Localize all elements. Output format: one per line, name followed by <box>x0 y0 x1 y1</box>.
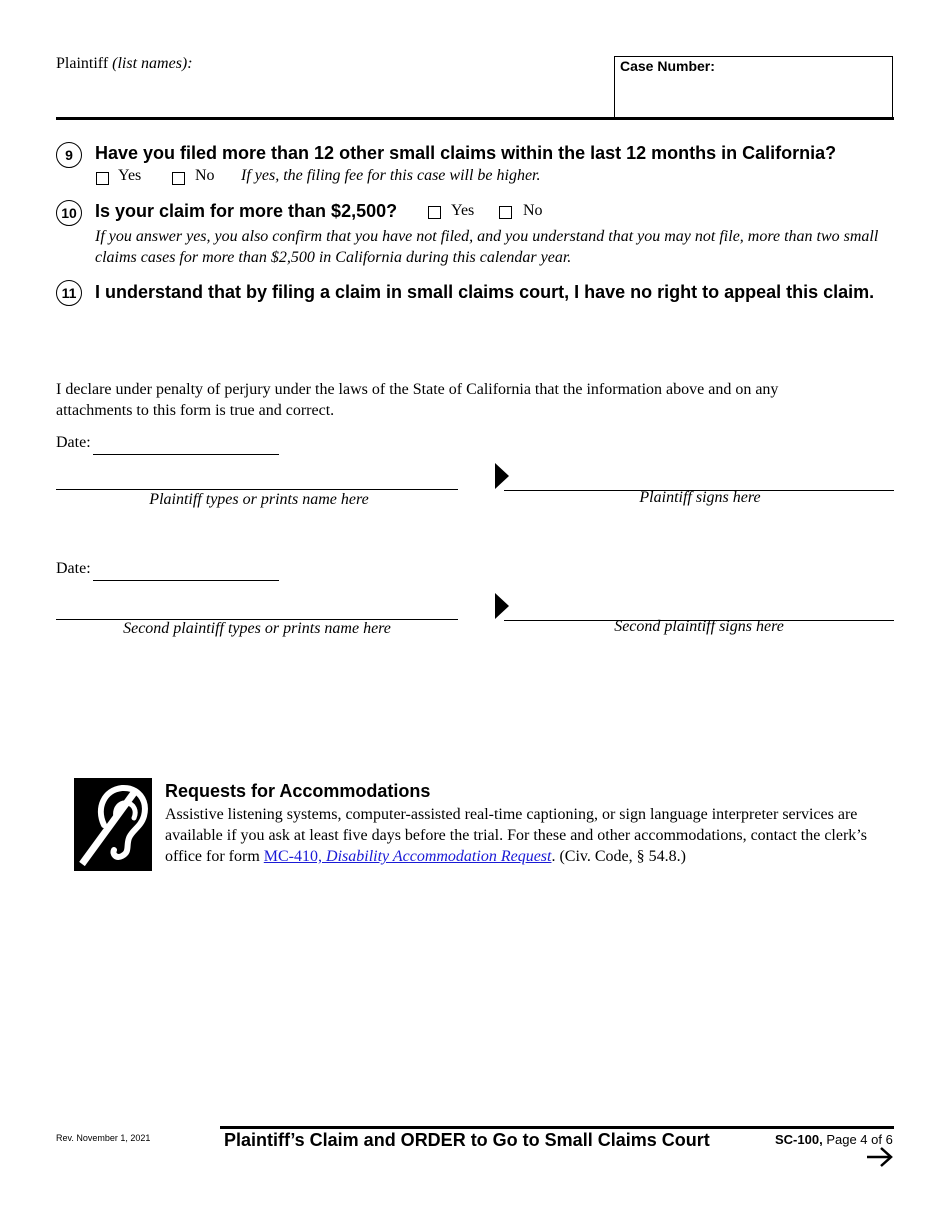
page-indicator: Page 4 of 6 <box>826 1132 893 1147</box>
mc-410-link[interactable] <box>264 848 552 865</box>
plaintiff-signature-caption: Plaintiff signs here <box>639 489 761 506</box>
question-9-note: If yes, the filing fee for this case will be higher. <box>241 167 541 184</box>
date-label-2: Date: <box>56 560 91 577</box>
header-divider <box>56 117 894 120</box>
accommodations-citation: . (Civ. Code, § 54.8.) <box>551 848 686 865</box>
question-9-number: 9 <box>56 142 82 168</box>
plaintiff-label-text: Plaintiff <box>56 55 109 72</box>
form-title: Plaintiff’s Claim and ORDER to Go to Small Claims Court <box>224 1130 710 1150</box>
question-9-no-label: No <box>195 167 215 184</box>
case-number-field[interactable] <box>614 56 893 118</box>
question-10-yes-label: Yes <box>451 202 475 219</box>
date-field-1[interactable] <box>93 454 279 455</box>
arrow-right-icon[interactable] <box>866 1146 894 1173</box>
mc-410-link-code: MC-410, <box>263 848 327 865</box>
second-plaintiff-name-caption: Second plaintiff types or prints name here <box>123 620 391 637</box>
hearing-assistance-icon <box>74 778 152 871</box>
date-field-2[interactable] <box>93 580 279 581</box>
question-9-title: Have you filed more than 12 other small claims within the last 12 months in California? <box>95 143 837 163</box>
question-11-title: I understand that by filing a claim in small claims court, I have no right to appeal this claim. <box>95 282 875 302</box>
accommodations-body <box>165 804 885 867</box>
question-9-yes-label: Yes <box>118 167 142 184</box>
plaintiff-hint: (list names): <box>112 55 193 72</box>
footer-divider <box>220 1126 894 1129</box>
accommodations-text: Assistive listening systems, computer-assisted real-time captioning, or sign language interpreter services are available if you ask at least five days before the trial. For these and other accommodations, contact the clerk’s office for form <box>165 806 867 865</box>
triangle-right-icon <box>495 593 509 619</box>
accommodations-title: Requests for Accommodations <box>165 781 431 801</box>
plaintiff-label <box>56 55 193 73</box>
revision-date: Rev. November 1, 2021 <box>56 1133 151 1143</box>
question-9-no-checkbox[interactable] <box>172 172 185 185</box>
plaintiff-name-field[interactable] <box>56 489 458 490</box>
date-label-1: Date: <box>56 434 91 451</box>
triangle-right-icon <box>495 463 509 489</box>
question-10-no-label: No <box>523 202 543 219</box>
form-number: SC-100, <box>775 1132 823 1147</box>
question-10-yes-checkbox[interactable] <box>428 206 441 219</box>
question-10-no-checkbox[interactable] <box>499 206 512 219</box>
question-10-note: If you answer yes, you also confirm that you have not filed, and you understand that you may not file, more than two small claims cases for more than $2,500 in California during this calendar year. <box>95 228 879 266</box>
question-9-yes-checkbox[interactable] <box>96 172 109 185</box>
question-11-number: 11 <box>56 280 82 306</box>
plaintiff-name-caption: Plaintiff types or prints name here <box>149 491 369 508</box>
mc-410-link-title: Disability Accommodation Request <box>326 848 552 865</box>
second-plaintiff-signature-caption: Second plaintiff signs here <box>614 618 784 635</box>
form-code <box>775 1132 893 1147</box>
declaration-text: I declare under penalty of perjury under the laws of the State of California that the information above and on any attachments to this form is true and correct. <box>56 381 779 419</box>
question-10-number: 10 <box>56 200 82 226</box>
case-number-label: Case Number: <box>620 58 715 74</box>
question-10-title: Is your claim for more than $2,500? <box>95 201 398 221</box>
